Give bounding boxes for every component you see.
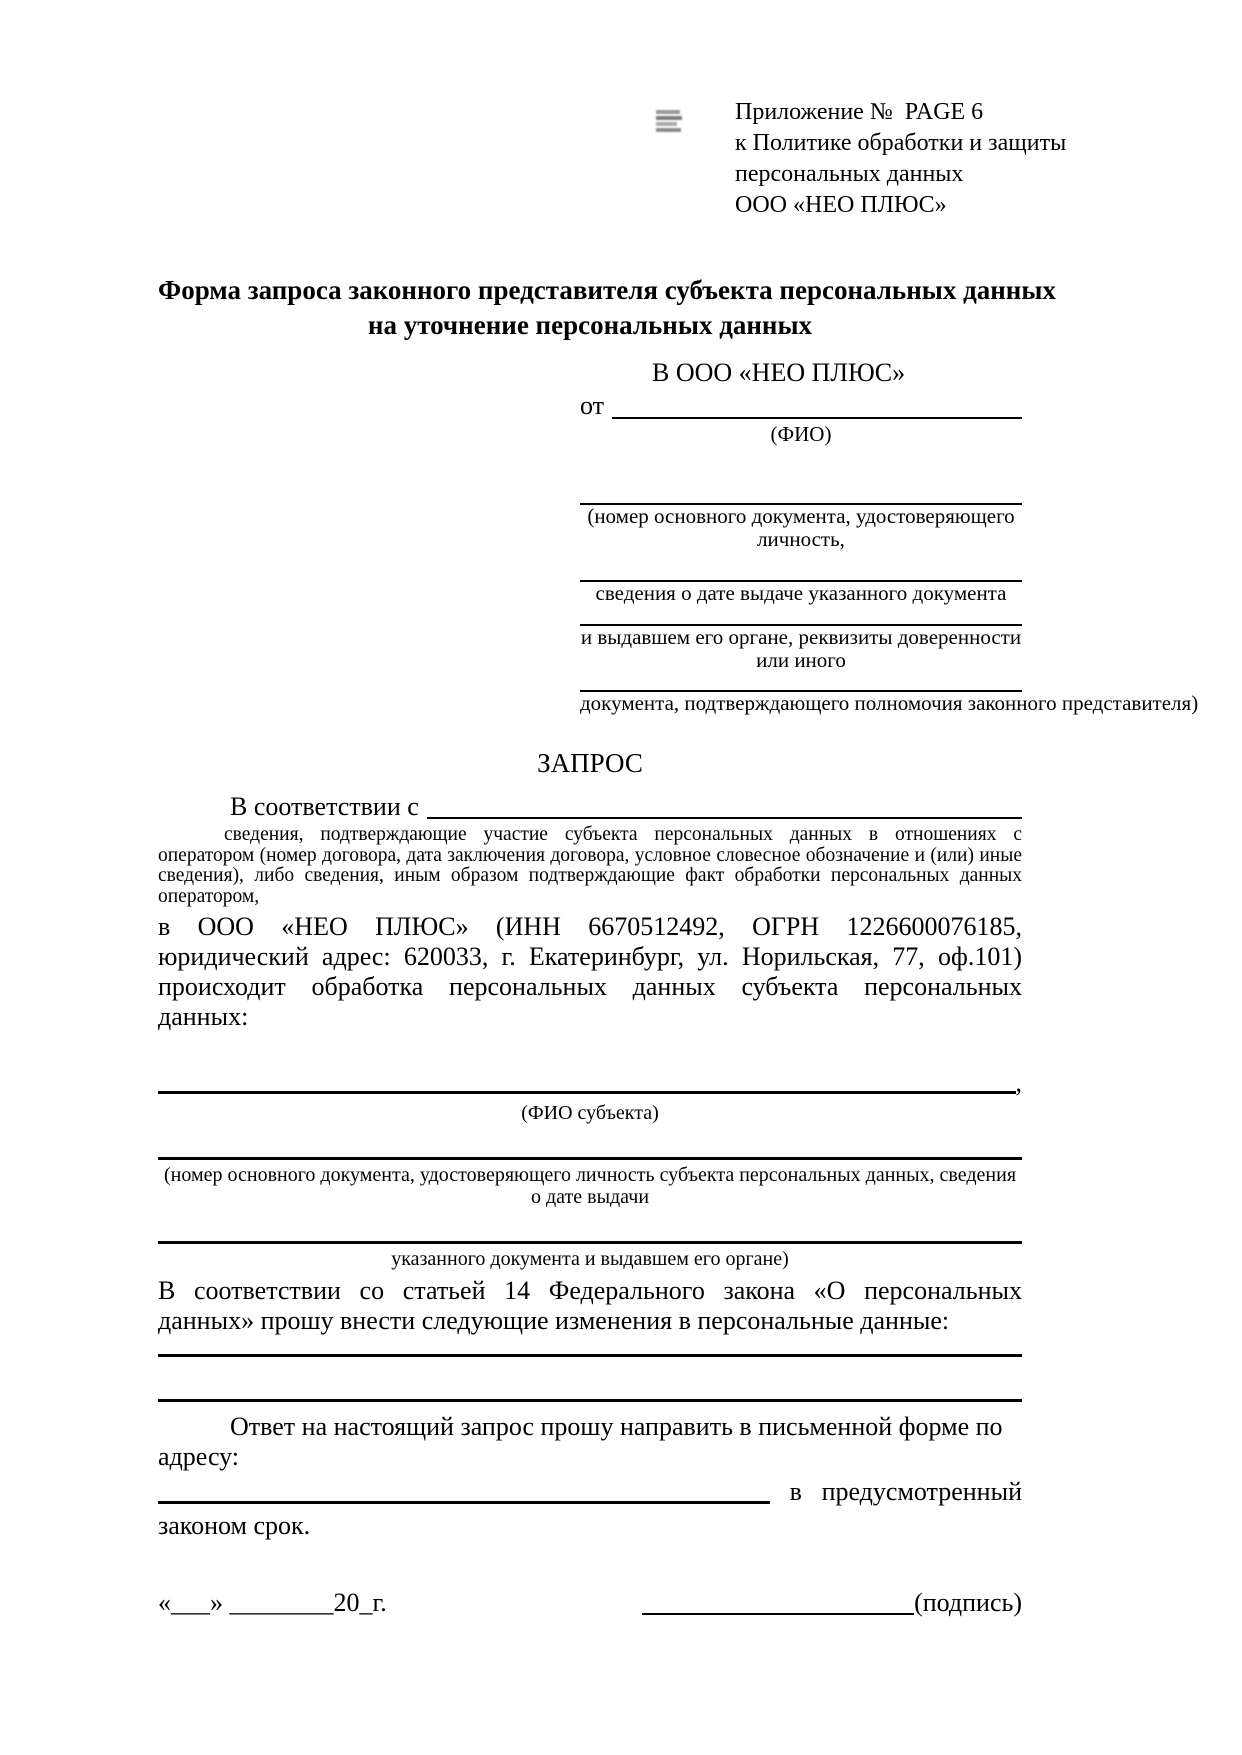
appendix-note-line: Приложение № PAGE 6 <box>735 99 984 125</box>
reply-address-line <box>158 1501 770 1504</box>
signature-block <box>158 1587 1022 1619</box>
subject-fio-caption: (ФИО субъекта) <box>521 1102 659 1124</box>
trailing-comma: , <box>1015 1068 1022 1097</box>
article-paragraph: В соответствии со статьей 14 Федерального закона «О персональных данных» прошу внести следующие изменения в персональные данные: <box>158 1276 1022 1335</box>
representative-document-caption-1: (номер основного документа, удостоверяющего личность, <box>587 504 1015 551</box>
subject-document-caption-2: указанного документа и выдавшем его органе) <box>391 1248 789 1270</box>
from-field <box>580 389 1022 423</box>
appendix-note-line: ООО «НЕО ПЛЮС» <box>735 192 947 218</box>
operator-paragraph: в ООО «НЕО ПЛЮС» (ИНН 6670512492, ОГРН 1226600076185, юридический адрес: 620033, г. Екатеринбург, ул. Норильская, 77, оф.101) происходит обработка персональных данных субъекта персональных данных: <box>158 912 1022 1031</box>
signature-line <box>642 1613 914 1615</box>
fio-caption: (ФИО) <box>770 422 832 446</box>
request-heading: ЗАПРОС <box>537 748 643 778</box>
subject-document-line-2 <box>158 1241 1022 1244</box>
representative-document-caption-4: документа, подтверждающего полномочия законного представителя) <box>580 691 1199 715</box>
representative-document-caption-2: сведения о дате выдаче указанного документа <box>595 581 1007 605</box>
signature-caption: (подпись) <box>914 1588 1022 1617</box>
from-name-line <box>612 417 1022 419</box>
appendix-note-line: персональных данных <box>735 161 964 187</box>
from-label: от <box>580 391 605 420</box>
signature-date: «___» ________20_г. <box>158 1588 387 1617</box>
basis-fine-print: сведения, подтверждающие участие субъекта персональных данных в отношениях с оператором (номер договора, дата заключения договора, условное словесное обозначение и (или) иные сведения), либо сведения, иным образом подтверждающие факт обработки персональных данных оператором, <box>158 824 1022 907</box>
document-header <box>0 0 1242 221</box>
to-organization: В ООО «НЕО ПЛЮС» <box>652 358 906 387</box>
reply-tail: законом срок. <box>158 1511 311 1540</box>
blurred-field-artifact-icon <box>656 110 682 132</box>
reply-paragraph: Ответ на настоящий запрос прошу направить в письменной форме по адресу: <box>158 1412 1003 1471</box>
document-title-line: на уточнение персональных данных <box>367 310 813 340</box>
document-title <box>158 273 1056 343</box>
subject-fio-line <box>158 1091 1016 1094</box>
addressee-block <box>580 356 1199 715</box>
subject-fio-field <box>158 1068 1022 1098</box>
changes-line-1 <box>158 1354 1022 1357</box>
appendix-note <box>735 97 1242 221</box>
changes-line-2 <box>158 1399 1022 1402</box>
basis-field <box>158 790 1022 823</box>
subject-document-caption-1: (номер основного документа, удостоверяющего личность субъекта персональных данных, сведения о дате выдачи <box>163 1164 1017 1208</box>
basis-line <box>427 817 1022 819</box>
reply-word-in: в <box>789 1477 802 1506</box>
appendix-note-line: к Политике обработки и защиты <box>735 130 1067 156</box>
document-title-line: Форма запроса законного представителя субъекта персональных данных <box>158 275 1056 305</box>
reply-address-field <box>158 1476 1022 1508</box>
subject-document-line-1 <box>158 1157 1022 1160</box>
representative-document-caption-3: и выдавшем его органе, реквизиты доверенности или иного <box>580 625 1022 672</box>
basis-label: В соответствии с <box>230 792 419 821</box>
reply-word-term: предусмотренный <box>821 1477 1022 1506</box>
signature-field <box>642 1587 1022 1619</box>
